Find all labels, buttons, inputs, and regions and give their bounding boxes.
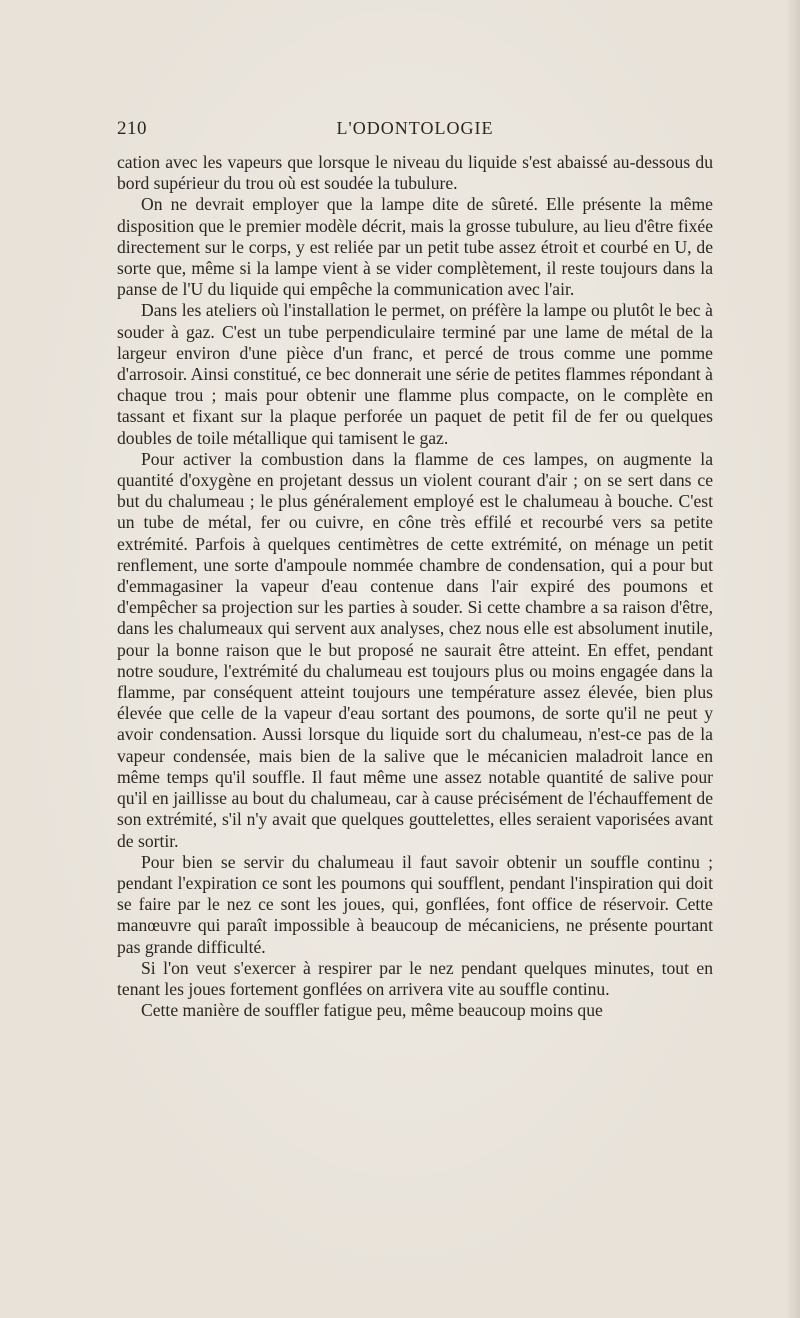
running-title: L'ODONTOLOGIE	[336, 118, 494, 138]
paragraph: Pour activer la combustion dans la flamme de ces lampes, on augmente la quantité d'oxygène en projetant dessus un violent courant d'air ; on se sert dans ce but du chalumeau ; le plus généralement employé est le chalumeau à bouche. C'est un tube de métal, fer ou cuivre, en cône très effilé et recourbé vers sa petite extrémité. Parfois à quelques centimètres de cette extrémité, on ménage un petit renflement, une sorte d'ampoule nommée chambre de condensation, qui a pour but d'emmagasiner la vapeur d'eau contenue dans l'air expiré des poumons et d'empêcher sa projection sur les parties à souder. Si cette chambre a sa raison d'être, dans les chalumeaux qui servent aux analyses, chez nous elle est absolument inutile, pour la bonne raison que le but proposé ne saurait être atteint. En effet, pendant notre soudure, l'extrémité du chalumeau est toujours plus ou moins engagée dans la flamme, par conséquent atteint toujours une température assez élevée, bien plus élevée que celle de la vapeur d'eau sortant des poumons, de sorte qu'il ne peut y avoir condensation. Aussi lorsque du liquide sort du chalumeau, n'est-ce pas de la vapeur condensée, mais bien de la salive que le mécanicien maladroit lance en même temps qu'il souffle. Il faut même une assez notable quantité de salive pour qu'il en jaillisse au bout du chalumeau, car à cause précisément de l'échauffement de son extrémité, s'il n'y avait que quelques gouttelettes, elles seraient vaporisées avant de sortir.	[117, 448, 713, 851]
page-header	[117, 118, 713, 144]
paragraph: Pour bien se servir du chalumeau il faut savoir obtenir un souffle continu ; pendant l'expiration ce sont les poumons qui soufflent, pendant l'inspiration qui doit se faire par le nez ce sont les joues, qui, gonflées, font office de réservoir. Cette manœuvre qui paraît impossible à beaucoup de mécaniciens, ne présente pourtant pas grande difficulté.	[117, 851, 713, 957]
paragraph: Si l'on veut s'exercer à respirer par le nez pendant quelques minutes, tout en tenant les joues fortement gonflées on arrivera vite au souffle continu.	[117, 957, 713, 999]
paragraph: On ne devrait employer que la lampe dite de sûreté. Elle présente la même disposition que le premier modèle décrit, mais la grosse tubulure, au lieu d'être fixée directement sur le corps, y est reliée par un petit tube assez étroit et courbé en U, de sorte que, même si la lampe vient à se vider complètement, il reste toujours dans la panse de l'U du liquide qui empêche la communication avec l'air.	[117, 194, 713, 300]
paragraph: Cette manière de souffler fatigue peu, même beaucoup moins que	[141, 1000, 603, 1021]
page-number: 210	[117, 118, 147, 139]
page-edge-shadow	[786, 0, 800, 1318]
body-text	[117, 152, 713, 1021]
paragraph: Dans les ateliers où l'installation le permet, on préfère la lampe ou plutôt le bec à souder à gaz. C'est un tube perpendiculaire terminé par une lame de métal de la largeur environ d'une pièce d'un franc, et percé de trous comme une pomme d'arrosoir. Ainsi constitué, ce bec donnerait une série de petites flammes répondant à chaque trou ; mais pour obtenir une flamme plus compacte, on le complète en tassant et fixant sur la plaque perforée un paquet de petit fil de fer ou quelques doubles de toile métallique qui tamisent le gaz.	[117, 300, 713, 448]
paragraph-continuation: cation avec les vapeurs que lorsque le niveau du liquide s'est abaissé au-dessous du bord supérieur du trou où est soudée la tubulure.	[117, 152, 713, 194]
